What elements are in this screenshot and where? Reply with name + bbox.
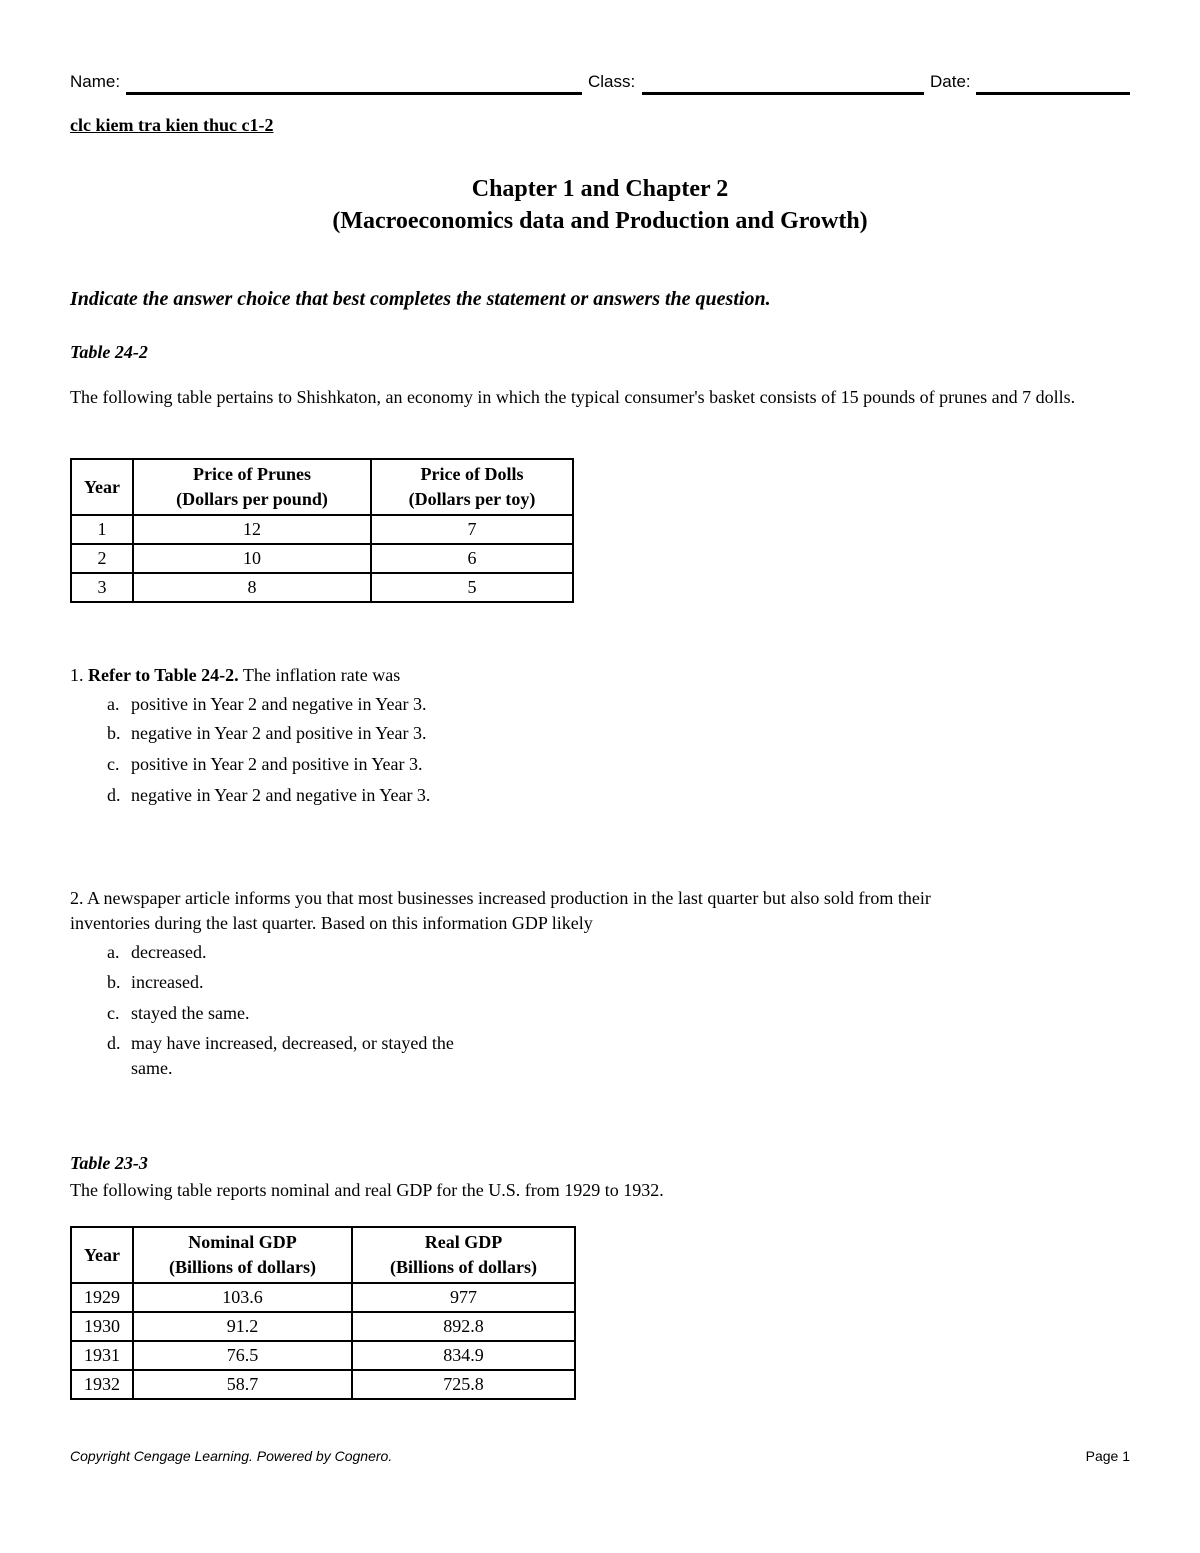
table-row [71, 1370, 575, 1399]
choice-text: positive in Year 2 and negative in Year 3. [131, 694, 427, 714]
choice-text: negative in Year 2 and positive in Year 3. [131, 723, 427, 743]
header-nominal-gdp: Nominal GDP (Billions of dollars) [133, 1227, 352, 1283]
choice-letter: c. [107, 754, 120, 774]
choice-a[interactable] [107, 940, 206, 965]
table-header-row [71, 459, 573, 515]
header-row [70, 70, 1130, 98]
cell-year: 1932 [71, 1370, 133, 1399]
cell-real-gdp: 977 [352, 1283, 575, 1312]
choice-text: increased. [131, 972, 204, 992]
question-stem: The inflation rate was [238, 665, 401, 685]
choice-text-line1: may have increased, decreased, or stayed the [131, 1033, 454, 1053]
choice-letter: b. [107, 723, 121, 743]
header-year: Year [71, 1227, 133, 1283]
header-year: Year [71, 459, 133, 515]
date-field-line[interactable] [976, 92, 1130, 95]
page-number: Page 1 [1085, 1448, 1130, 1464]
cell-nominal-gdp: 91.2 [133, 1312, 352, 1341]
question-2 [70, 886, 1130, 936]
table-row [71, 1341, 575, 1370]
cell-price-prunes: 10 [133, 544, 371, 573]
cell-price-dolls: 5 [371, 573, 573, 602]
cell-price-dolls: 6 [371, 544, 573, 573]
choice-letter: d. [107, 1033, 121, 1053]
copyright-footer: Copyright Cengage Learning. Powered by Cognero. [70, 1448, 393, 1464]
choice-letter: a. [107, 694, 120, 714]
cell-price-prunes: 8 [133, 573, 371, 602]
table-header-row [71, 1227, 575, 1283]
choice-letter: b. [107, 972, 121, 992]
choice-text: stayed the same. [131, 1003, 250, 1023]
table-row [71, 1312, 575, 1341]
question-number: 1. [70, 665, 84, 685]
table-row [71, 1283, 575, 1312]
question-1 [70, 663, 400, 688]
cell-price-dolls: 7 [371, 515, 573, 544]
choice-letter: a. [107, 942, 120, 962]
table-23-3 [70, 1226, 576, 1400]
choice-text: negative in Year 2 and negative in Year 3. [131, 785, 431, 805]
choice-text [131, 1031, 454, 1081]
cell-real-gdp: 834.9 [352, 1341, 575, 1370]
name-field-line[interactable] [126, 92, 582, 95]
choice-c[interactable] [107, 752, 423, 777]
cell-nominal-gdp: 58.7 [133, 1370, 352, 1399]
choice-text: decreased. [131, 942, 207, 962]
cell-year: 1930 [71, 1312, 133, 1341]
table2-description: The following table reports nominal and real GDP for the U.S. from 1929 to 1932. [70, 1180, 664, 1200]
header-price-prunes: Price of Prunes (Dollars per pound) [133, 459, 371, 515]
cell-year: 1 [71, 515, 133, 544]
page-title: Chapter 1 and Chapter 2 [471, 176, 729, 202]
question-number: 2. [70, 888, 84, 908]
header-price-dolls: Price of Dolls (Dollars per toy) [371, 459, 573, 515]
class-label: Class: [588, 72, 636, 91]
cell-year: 1931 [71, 1341, 133, 1370]
cell-year: 3 [71, 573, 133, 602]
choice-b[interactable] [107, 721, 426, 746]
cell-nominal-gdp: 76.5 [133, 1341, 352, 1370]
date-label: Date: [930, 72, 971, 91]
table1-description: The following table pertains to Shishkaton, an economy in which the typical consumer's basket consists of 15 pounds of prunes and 7 dolls. [70, 387, 1076, 407]
choice-b[interactable] [107, 970, 203, 995]
cell-year: 1929 [71, 1283, 133, 1312]
table-row [71, 573, 573, 602]
question-stem-line1: A newspaper article informs you that most businesses increased production in the last quarter but also sold from their [87, 888, 931, 908]
question-stem-line2: inventories during the last quarter. Based on this information GDP likely [70, 913, 593, 933]
table-24-2 [70, 458, 574, 603]
choice-d[interactable] [107, 783, 430, 808]
cell-nominal-gdp: 103.6 [133, 1283, 352, 1312]
choice-letter: d. [107, 785, 121, 805]
class-field-line[interactable] [642, 92, 924, 95]
page-subtitle: (Macroeconomics data and Production and Growth) [332, 208, 868, 234]
table-row [71, 515, 573, 544]
question-lead: Refer to Table 24-2. [88, 665, 239, 685]
choice-c[interactable] [107, 1001, 249, 1026]
cell-price-prunes: 12 [133, 515, 371, 544]
quiz-subtitle: clc kiem tra kien thuc c1-2 [70, 115, 274, 135]
cell-year: 2 [71, 544, 133, 573]
header-real-gdp: Real GDP (Billions of dollars) [352, 1227, 575, 1283]
choice-a[interactable] [107, 692, 426, 717]
choice-letter: c. [107, 1003, 120, 1023]
choice-d[interactable] [107, 1031, 454, 1081]
cell-real-gdp: 725.8 [352, 1370, 575, 1399]
table1-title: Table 24-2 [70, 342, 148, 362]
cell-real-gdp: 892.8 [352, 1312, 575, 1341]
table2-title: Table 23-3 [70, 1153, 148, 1173]
instructions: Indicate the answer choice that best completes the statement or answers the question. [70, 288, 771, 310]
name-label: Name: [70, 72, 121, 91]
table-row [71, 544, 573, 573]
choice-text: positive in Year 2 and positive in Year 3. [131, 754, 423, 774]
choice-text-line2: same. [131, 1058, 173, 1078]
